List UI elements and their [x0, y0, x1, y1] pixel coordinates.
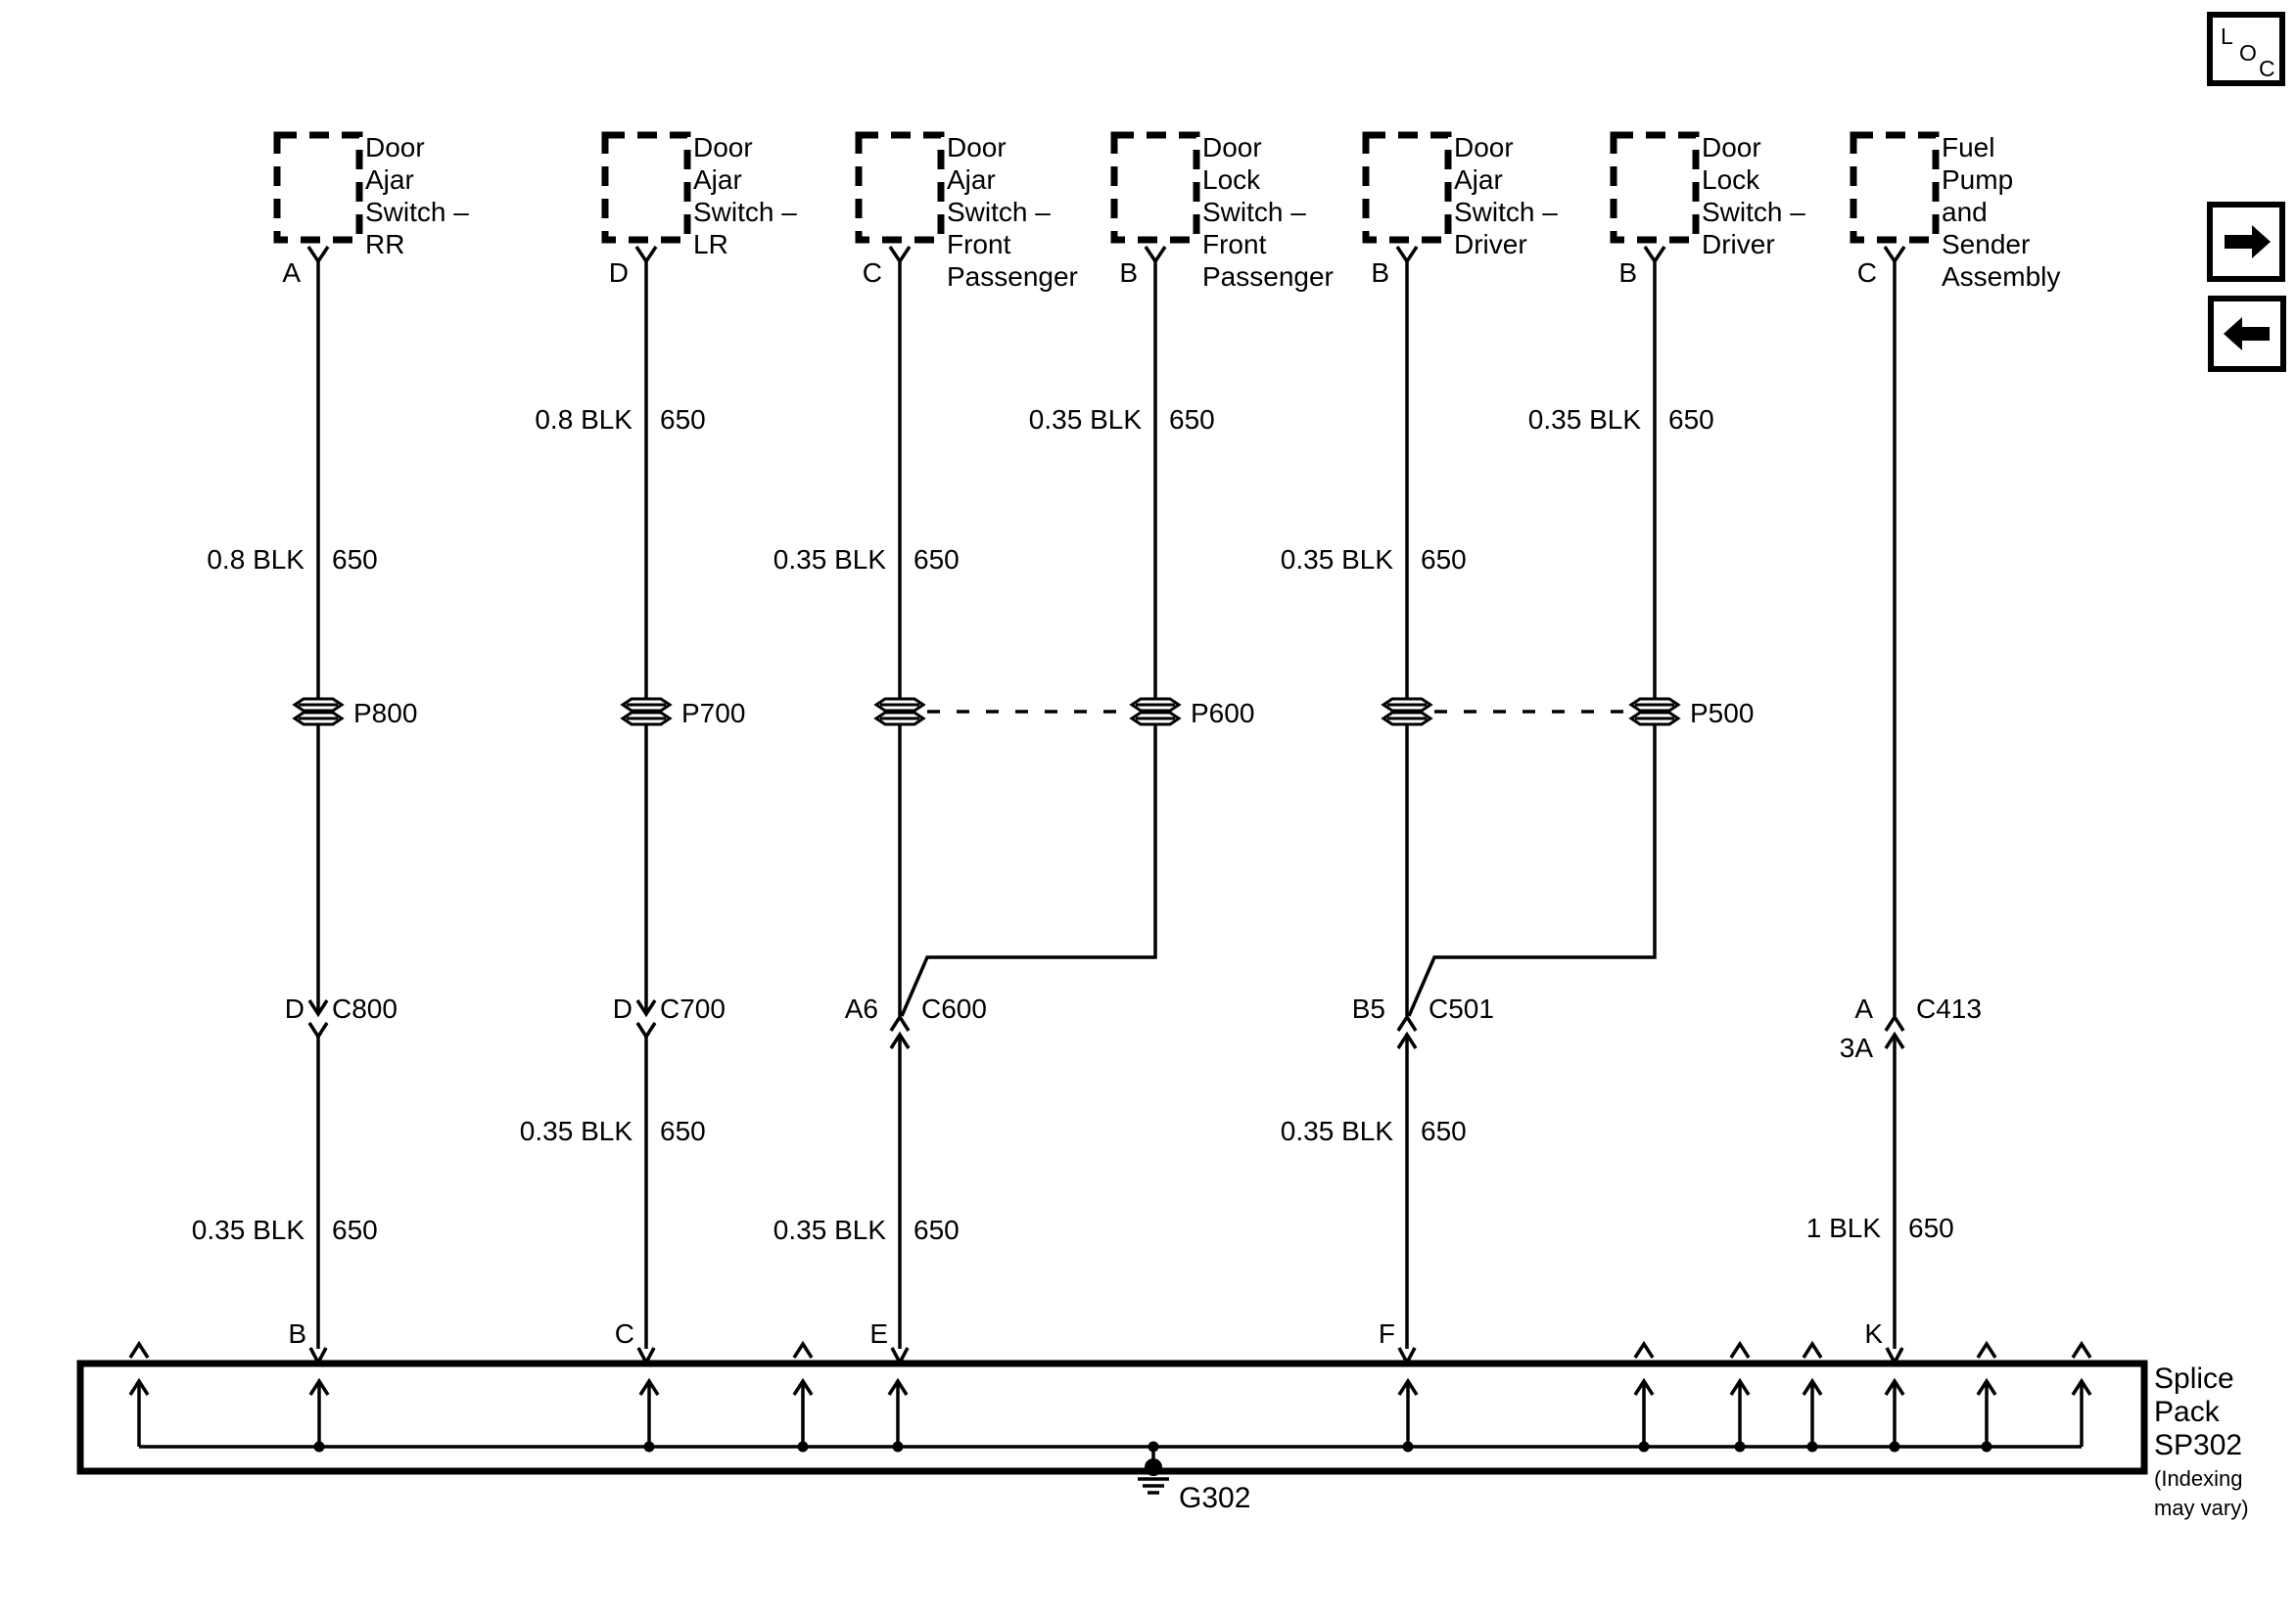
terminal-fork-icon [1885, 247, 1904, 261]
bus-junction-dot [798, 1442, 809, 1453]
wire-lr-ajar [520, 261, 746, 1363]
component-label-line: Ajar [1454, 164, 1503, 195]
splice-stub-arrow-icon [1731, 1381, 1749, 1447]
splice-stub-arrow-icon [1804, 1381, 1821, 1447]
wire-front-passenger-lock [902, 261, 1254, 1016]
wire-circuit-label: 650 [1421, 1116, 1467, 1146]
component-label-line: RR [365, 229, 405, 259]
component-label-line: Assembly [1942, 261, 2061, 292]
component-label-line: Door [365, 132, 425, 162]
splice-pack-label-line: SP302 [2154, 1429, 2243, 1461]
bus-junction-dot [893, 1442, 904, 1453]
splice-pack-label-line: Splice [2154, 1363, 2234, 1395]
inline-connector-icon [295, 699, 342, 724]
component-box [1614, 135, 1696, 240]
splice-cavity-chevron-icon [794, 1344, 812, 1358]
inline-connector-label: P600 [1191, 698, 1255, 728]
connector-pin-label: B5 [1351, 993, 1385, 1024]
splice-pack [80, 1344, 2249, 1520]
inline-connector-icon [876, 699, 923, 724]
wire-merge-segment [902, 725, 1155, 1016]
component-label-line: Driver [1702, 229, 1775, 259]
component-fuel-pump-sender-assembly [1853, 132, 2060, 292]
wire-gauge-label: 0.35 BLK [773, 1215, 886, 1245]
component-door-ajar-switch-driver [1366, 132, 1558, 288]
connector-chevron-up-icon [891, 1017, 909, 1031]
component-label-line: Switch – [365, 197, 469, 227]
splice-pack-note-line: may vary) [2154, 1496, 2249, 1520]
wire-gauge-label: 0.35 BLK [1028, 404, 1142, 435]
splice-stub-arrow-icon [310, 1381, 328, 1447]
component-box [859, 135, 941, 240]
component-label-line: LR [693, 229, 728, 259]
wire-gauge-label: 0.35 BLK [519, 1116, 633, 1146]
wire-gauge-label: 0.35 BLK [1280, 1116, 1393, 1146]
splice-cavity-chevron-icon [1978, 1344, 1995, 1358]
connector-chevron-down-icon [309, 1023, 327, 1037]
connector-chevron-up-icon [1886, 1017, 1903, 1031]
connector-pin-label: D [612, 993, 633, 1024]
connector-pin-label: A6 [844, 993, 878, 1024]
connector-pin-label: A [1854, 993, 1873, 1024]
wire-circuit-label: 650 [332, 1215, 378, 1245]
bus-junction-dot [1982, 1442, 1992, 1453]
component-label-line: Ajar [947, 164, 996, 195]
wire-gauge-label: 0.35 BLK [191, 1215, 305, 1245]
component-box [1853, 135, 1936, 240]
wire-circuit-label: 650 [1908, 1213, 1954, 1243]
splice-cavity-chevron-icon [2073, 1344, 2090, 1358]
wire-circuit-label: 650 [1169, 404, 1215, 435]
splice-pack-label-line: Pack [2154, 1396, 2220, 1428]
inline-connector-label: P500 [1690, 698, 1755, 728]
connector-name-label: C800 [332, 993, 398, 1024]
component-label-line: Front [947, 229, 1011, 259]
loc-letter: C [2259, 56, 2275, 81]
component-door-lock-switch-driver [1614, 132, 1805, 288]
pin-letter: C [862, 257, 882, 288]
connector-chevron-down-icon [637, 1023, 655, 1037]
component-label-line: Front [1202, 229, 1267, 259]
pin-letter: A [282, 257, 301, 288]
bus-junction-dot [1890, 1442, 1900, 1453]
component-label-line: Door [1702, 132, 1761, 162]
splice-pack-note-line: (Indexing [2154, 1466, 2243, 1491]
component-label-line: Switch – [1454, 197, 1558, 227]
component-label-line: Door [1202, 132, 1262, 162]
splice-terminal-letter: B [288, 1318, 306, 1349]
terminal-fork-icon [1146, 247, 1165, 261]
bus-junction-dot [1735, 1442, 1746, 1453]
component-door-ajar-switch-rr [277, 132, 469, 288]
inline-connector-icon [623, 699, 670, 724]
pin-letter: D [608, 257, 629, 288]
inline-connector-icon [1132, 699, 1179, 724]
component-door-ajar-switch-lr [605, 132, 797, 288]
splice-pack-box [80, 1363, 2144, 1471]
splice-stub-arrow-icon [130, 1381, 148, 1447]
component-label-line: Passenger [947, 261, 1078, 292]
splice-terminal-letter: K [1864, 1318, 1883, 1349]
inline-connector-icon [1383, 699, 1430, 724]
component-label-line: Switch – [1702, 197, 1805, 227]
splice-stub-arrow-icon [1399, 1381, 1417, 1447]
connector-name-label: C600 [921, 993, 987, 1024]
inline-connector-label: P800 [353, 698, 418, 728]
component-box [277, 135, 359, 240]
splice-stub-arrow-icon [640, 1381, 658, 1447]
component-label-line: Switch – [693, 197, 797, 227]
component-label-line: Lock [1202, 164, 1261, 195]
bus-junction-dot [644, 1442, 655, 1453]
splice-cavity-chevron-icon [1635, 1344, 1653, 1358]
splice-stub-arrow-icon [1886, 1381, 1903, 1447]
wire-rr-ajar [192, 261, 418, 1363]
wire-circuit-label: 650 [332, 544, 378, 575]
terminal-fork-icon [890, 247, 910, 261]
ground-label: G302 [1179, 1482, 1251, 1514]
wire-gauge-label: 0.35 BLK [773, 544, 886, 575]
pin-letter: B [1618, 257, 1637, 288]
bus-junction-dot [314, 1442, 325, 1453]
wire-circuit-label: 650 [914, 1215, 960, 1245]
component-label-line: Fuel [1942, 132, 1995, 162]
splice-stub-arrow-icon [1635, 1381, 1653, 1447]
component-label-line: Lock [1702, 164, 1760, 195]
inline-connector-label: P700 [681, 698, 746, 728]
inline-connector-icon [1631, 699, 1678, 724]
component-label-line: Switch – [1202, 197, 1306, 227]
wire-gauge-label: 1 BLK [1805, 1213, 1881, 1243]
terminal-fork-icon [636, 247, 656, 261]
bus-junction-dot [1639, 1442, 1650, 1453]
bus-junction-dot [1807, 1442, 1818, 1453]
component-label-line: Sender [1942, 229, 2031, 259]
component-label-line: Door [947, 132, 1007, 162]
component-box [605, 135, 687, 240]
component-box [1366, 135, 1448, 240]
component-label-line: Ajar [365, 164, 414, 195]
splice-terminal-letter: E [869, 1318, 888, 1349]
pin-letter: B [1371, 257, 1389, 288]
component-label-line: Ajar [693, 164, 742, 195]
wire-driver-lock [1409, 261, 1754, 1016]
component-door-lock-switch-front-passenger [1114, 132, 1334, 292]
wire-merge-segment [1409, 725, 1655, 1016]
pin-letter: B [1119, 257, 1138, 288]
wire-gauge-label: 0.8 BLK [535, 404, 633, 435]
connector-name-label: C700 [660, 993, 726, 1024]
splice-stub-arrow-icon [889, 1381, 907, 1447]
connector-name-label: C413 [1916, 993, 1982, 1024]
loc-button[interactable] [2210, 15, 2282, 83]
pin-letter: C [1856, 257, 1877, 288]
splice-terminal-letter: F [1378, 1318, 1395, 1349]
splice-cavity-chevron-icon [130, 1344, 148, 1358]
next-page-button[interactable] [2210, 205, 2282, 279]
loc-letter: O [2239, 40, 2257, 66]
terminal-fork-icon [1645, 247, 1664, 261]
component-label-line: and [1942, 197, 1988, 227]
wire-gauge-label: 0.8 BLK [207, 544, 305, 575]
connector-pin-label: D [284, 993, 305, 1024]
splice-stub-arrow-icon [2073, 1381, 2090, 1447]
previous-page-button[interactable] [2211, 299, 2283, 369]
wire-gauge-label: 0.35 BLK [1280, 544, 1393, 575]
component-label-line: Passenger [1202, 261, 1334, 292]
wire-gauge-label: 0.35 BLK [1527, 404, 1641, 435]
wire-circuit-label: 650 [660, 404, 706, 435]
connector-name-label: C501 [1429, 993, 1494, 1024]
splice-cavity-chevron-icon [1804, 1344, 1821, 1358]
component-label-line: Door [693, 132, 753, 162]
wire-fuel-pump [1806, 261, 1982, 1363]
loc-letter: L [2221, 23, 2233, 49]
wire-circuit-label: 650 [1668, 404, 1714, 435]
component-box [1114, 135, 1196, 240]
splice-stub-arrow-icon [1978, 1381, 1995, 1447]
component-label-line: Switch – [947, 197, 1051, 227]
component-label-line: Door [1454, 132, 1514, 162]
component-label-line: Pump [1942, 164, 2014, 195]
terminal-fork-icon [308, 247, 328, 261]
terminal-fork-icon [1397, 247, 1417, 261]
wire-circuit-label: 650 [660, 1116, 706, 1146]
splice-cavity-chevron-icon [1731, 1344, 1749, 1358]
bus-junction-dot [1403, 1442, 1414, 1453]
connector-fuse-label: 3A [1839, 1033, 1873, 1063]
component-door-ajar-switch-front-passenger [859, 132, 1078, 292]
wire-circuit-label: 650 [914, 544, 960, 575]
wire-circuit-label: 650 [1421, 544, 1467, 575]
connector-chevron-up-icon [1398, 1017, 1416, 1031]
component-label-line: Driver [1454, 229, 1527, 259]
splice-terminal-letter: C [614, 1318, 634, 1349]
splice-stub-arrow-icon [794, 1381, 812, 1447]
